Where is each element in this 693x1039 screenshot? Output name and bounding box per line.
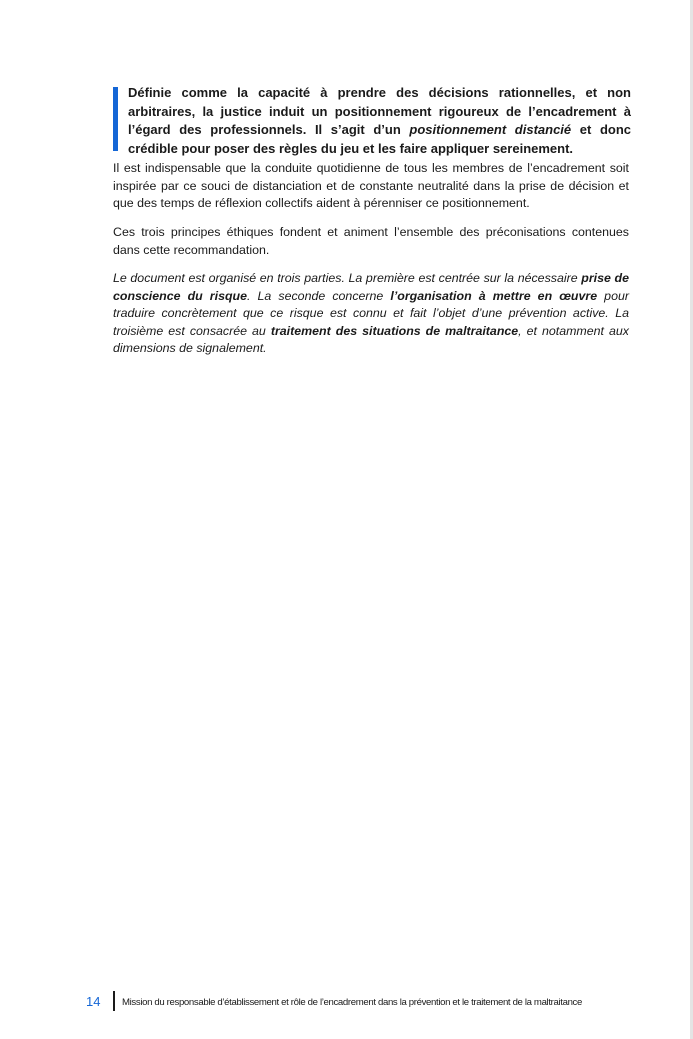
p3-bold-1: prise de conscience du risque (113, 271, 629, 303)
paragraph-1: Il est indispensable que la conduite quotidienne de tous les membres de l’encadrement soit inspirée par ce souci de distanciation et de constante neutralité dans la prise de décision et que des temps de réflexion collectifs aident à pérenniser ce positionnement. (113, 161, 629, 210)
p3-text-c: . La seconde concerne (247, 288, 391, 303)
footer-title: Mission du responsable d’établissement et rôle de l’encadrement dans la prévention et le traitement de la maltraitance (122, 997, 582, 1008)
p3-text-a: Le document est organisé en trois parties. La première est centrée sur la nécessaire (113, 271, 582, 285)
p3-text-e: , et notamment aux dimensions de signalement. (113, 323, 629, 355)
page-number: 14 (86, 994, 101, 1009)
quote-text-part2: et donc crédible pour poser des règles du jeu et les faire appliquer sereinement. (128, 122, 631, 156)
highlight-quote (113, 84, 631, 158)
quote-emphasis: positionnement distancié (409, 122, 572, 137)
paragraph-2: Ces trois principes éthiques fondent et animent l’ensemble des préconisations contenues dans cette recommandation. (113, 225, 629, 257)
p3-bold-3: traitement des situations de maltraitance (270, 323, 519, 338)
p3-text-d: pour traduire concrètement que ce risque est connu et fait l’objet d’une prévention active. La troisième est consacrée au (113, 288, 629, 338)
paragraph-3 (113, 270, 629, 358)
p3-bold-2: l’organisation à mettre en œuvre (390, 288, 598, 303)
footer-divider (113, 991, 115, 1011)
quote-text-part1: Définie comme la capacité à prendre des décisions rationnelles, et non arbitraires, la justice induit un positionnement rigoureux de l’encadrement à l’égard des professionnels. Il s’agit d’un (128, 85, 631, 137)
